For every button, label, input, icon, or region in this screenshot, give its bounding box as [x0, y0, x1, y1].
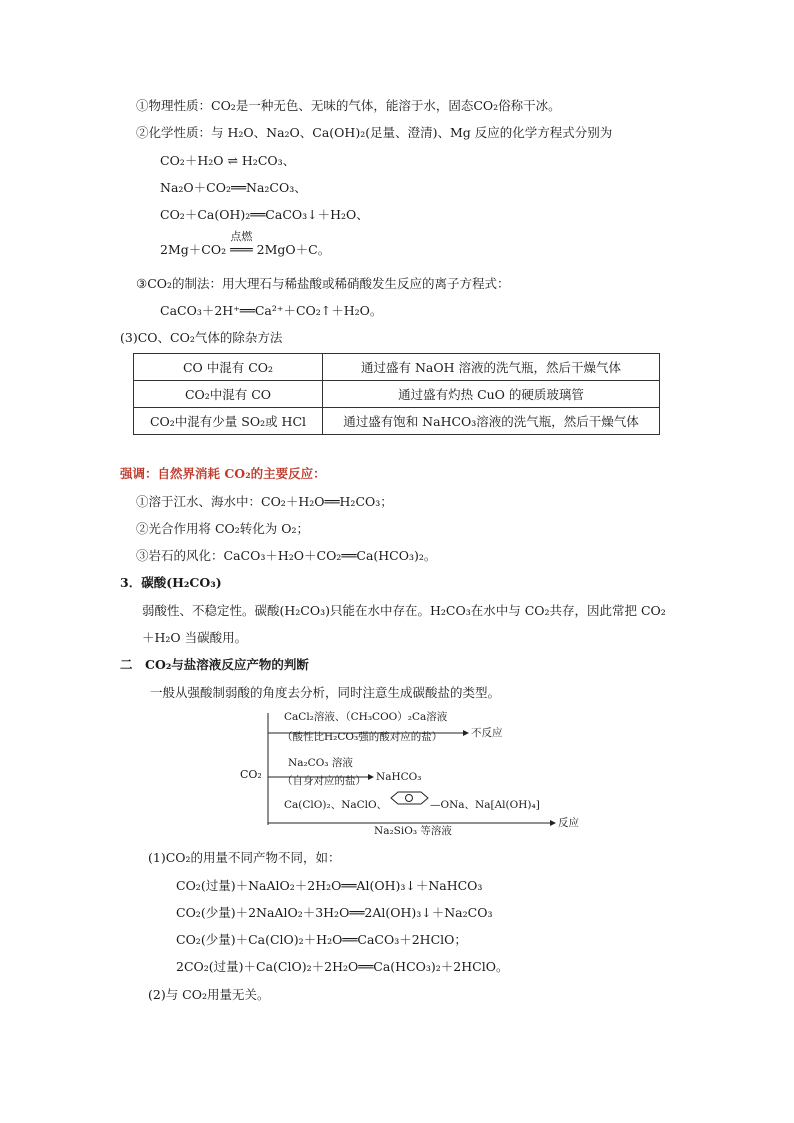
ignition-arrow — [230, 230, 253, 258]
emphasis-item: ③岩石的风化：CaCO₃＋H₂O＋CO₂══Ca(HCO₃)₂。 — [136, 548, 437, 563]
removal-table — [133, 353, 660, 435]
diagram-branch3-result: 反应 — [558, 817, 579, 829]
amount-equation: CO₂(少量)＋2NaAlO₂＋3H₂O══2Al(OH)₃↓＋Na₂CO₃ — [176, 905, 493, 920]
preparation-line: ③CO₂的制法：用大理石与稀盐酸或稀硝酸发生反应的离子方程式： — [136, 276, 510, 291]
equation-mg-co2 — [160, 230, 331, 258]
diagram-branch2-top: Na₂CO₃ 溶液 — [288, 757, 353, 769]
carbonic-line: ＋H₂O 当碳酸用。 — [142, 630, 248, 645]
preparation-equation: CaCO₃＋2H⁺══Ca²⁺＋CO₂↑＋H₂O。 — [160, 303, 383, 318]
table-cell: CO₂中混有少量 SO₂或 HCl — [134, 408, 323, 435]
carbonic-title: 3．碳酸(H₂CO₃) — [120, 575, 222, 590]
ignition-condition: 点燃 — [230, 230, 253, 243]
amount-equation: CO₂(过量)＋NaAlO₂＋2H₂O══Al(OH)₃↓＋NaHCO₃ — [176, 878, 483, 893]
physical-property-line: ①物理性质：CO₂是一种无色、无味的气体，能溶于水，固态CO₂俗称干冰。 — [136, 98, 561, 113]
diagram-branch1-result: 不反应 — [471, 727, 503, 739]
equals-arrow: ═══ — [230, 242, 253, 257]
equation-co2-h2o: CO₂＋H₂O ⇌ H₂CO₃、 — [160, 153, 296, 168]
section-two-title: 二 CO₂与盐溶液反应产物的判断 — [120, 657, 309, 672]
equation-mg-co2-right: 2MgO＋C。 — [256, 242, 331, 257]
table-cell: CO₂中混有 CO — [134, 381, 323, 408]
table-cell: 通过盛有饱和 NaHCO₃溶液的洗气瓶，然后干燥气体 — [323, 408, 660, 435]
diagram-branch3-bottom: Na₂SiO₃ 等溶液 — [374, 825, 452, 837]
emphasis-item: ②光合作用将 CO₂转化为 O₂； — [136, 521, 310, 536]
table-cell: 通过盛有 NaOH 溶液的洗气瓶，然后干燥气体 — [323, 354, 660, 381]
co2-salt-diagram — [238, 705, 583, 835]
diagram-branch2-result: NaHCO₃ — [376, 771, 422, 783]
diagram-source: CO₂ — [240, 768, 262, 781]
table-cell: 通过盛有灼热 CuO 的硬质玻璃管 — [323, 381, 660, 408]
diagram-branch1-bottom: （酸性比H₂CO₃强的酸对应的盐） — [282, 731, 443, 743]
table-cell: CO 中混有 CO₂ — [134, 354, 323, 381]
amount-equation: 2CO₂(过量)＋Ca(ClO)₂＋2H₂O══Ca(HCO₃)₂＋2HClO。 — [176, 959, 509, 974]
section-two-intro: 一般从强酸制弱酸的角度去分析，同时注意生成碳酸盐的类型。 — [150, 685, 501, 700]
emphasis-title: 强调：自然界消耗 CO₂的主要反应： — [120, 466, 326, 481]
amount-heading-1: (1)CO₂的用量不同产物不同，如： — [148, 850, 341, 865]
equation-mg-co2-left: 2Mg＋CO₂ — [160, 242, 227, 257]
emphasis-item: ①溶于江水、海水中：CO₂＋H₂O══H₂CO₃； — [136, 494, 393, 509]
diagram-branch1-top: CaCl₂溶液、（CH₃COO）₂Ca溶液 — [284, 711, 448, 723]
diagram-branch3-top-b: —ONa、Na[Al(OH)₄] — [430, 799, 540, 811]
equation-co2-caoh2: CO₂＋Ca(OH)₂══CaCO₃↓＋H₂O、 — [160, 207, 369, 222]
table-row — [134, 408, 660, 435]
chemical-property-intro: ②化学性质：与 H₂O、Na₂O、Ca(OH)₂(足量、澄清)、Mg 反应的化学方程式分别为 — [136, 125, 613, 140]
benzene-ring-icon — [391, 792, 428, 804]
amount-equation: CO₂(少量)＋Ca(ClO)₂＋H₂O══CaCO₃＋2HClO； — [176, 932, 467, 947]
diagram-branch2-bottom: （自身对应的盐） — [282, 775, 366, 787]
diagram-branch3-top-a: Ca(ClO)₂、NaClO、 — [284, 799, 388, 811]
table-row — [134, 381, 660, 408]
removal-heading: (3)CO、CO₂气体的除杂方法 — [120, 330, 283, 345]
carbonic-line: 弱酸性、不稳定性。碳酸(H₂CO₃)只能在水中存在。H₂CO₃在水中与 CO₂共存，因此常把 CO₂ — [142, 603, 666, 618]
table-row — [134, 354, 660, 381]
equation-na2o-co2: Na₂O＋CO₂══Na₂CO₃、 — [160, 180, 307, 195]
amount-heading-2: (2)与 CO₂用量无关。 — [148, 987, 270, 1002]
